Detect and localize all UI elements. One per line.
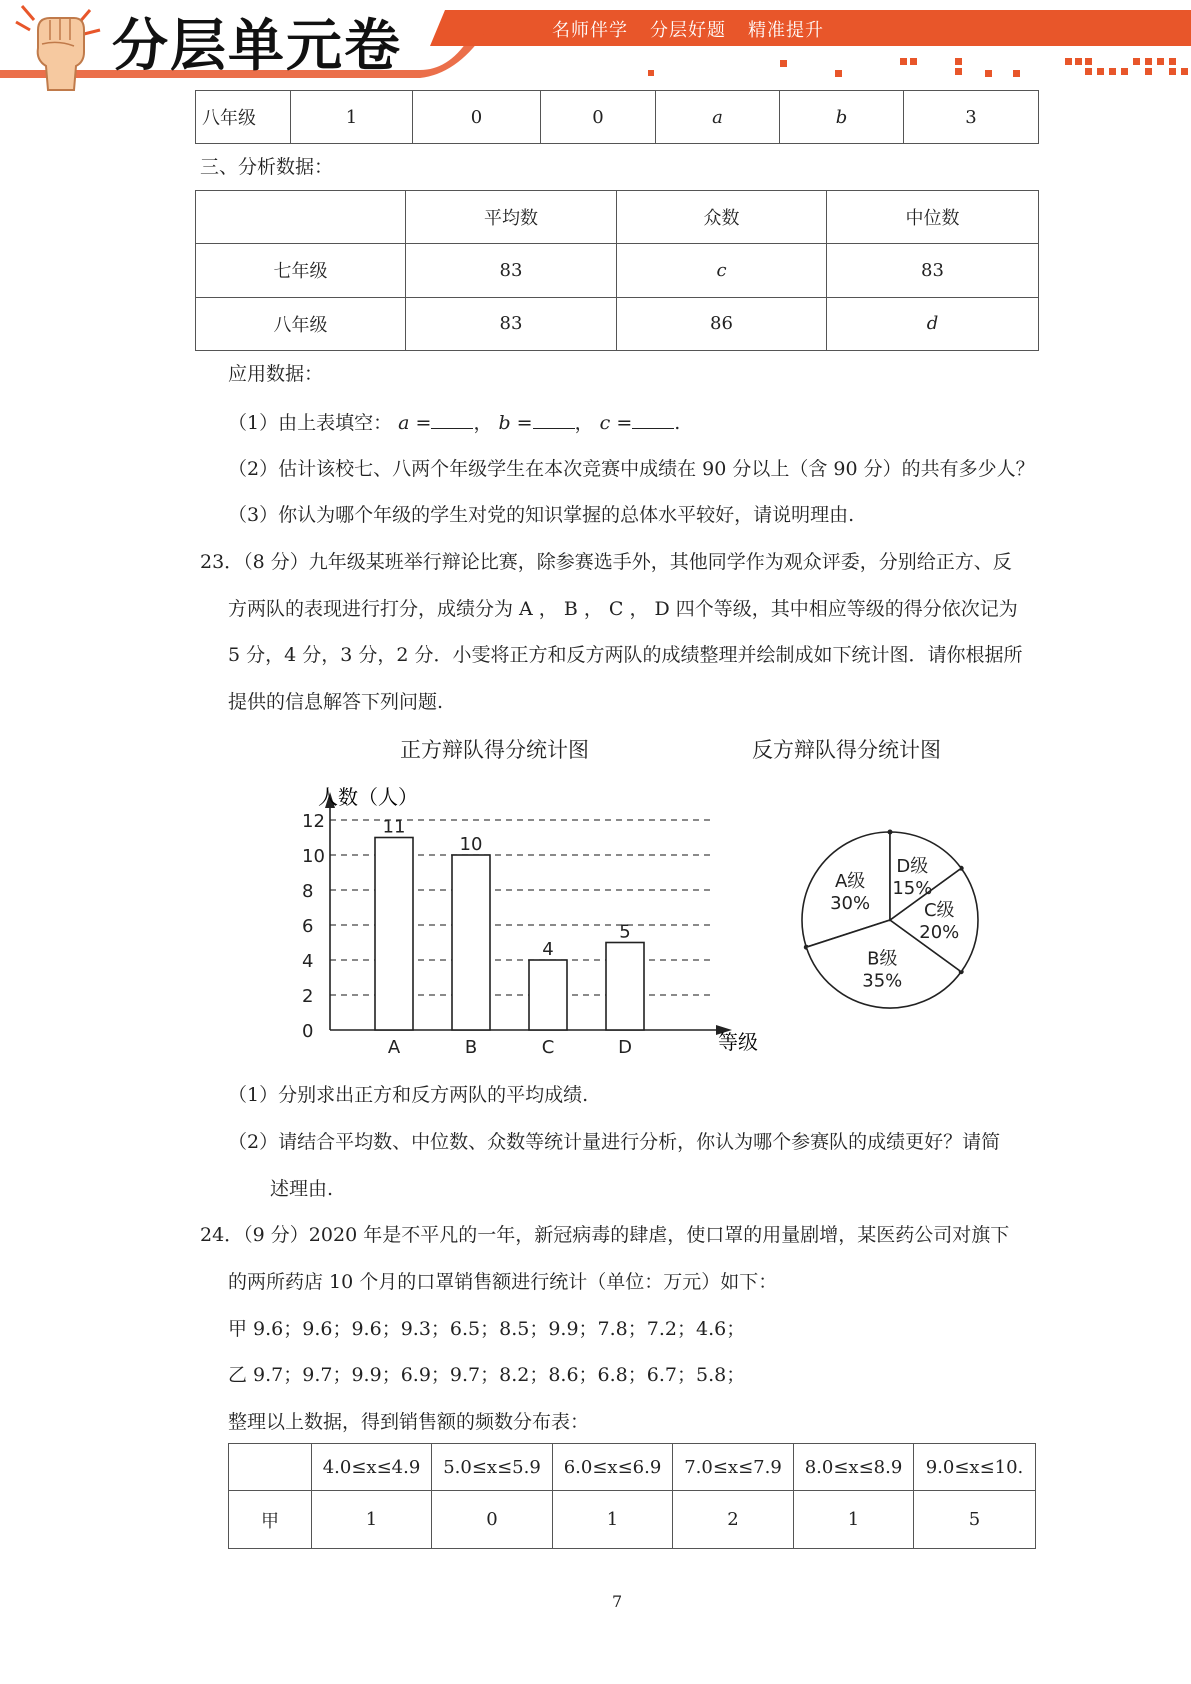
apply-q3: （3）你认为哪个年级的学生对党的知识掌握的总体水平较好，请说明理由. — [228, 504, 855, 526]
q1-b-label: b = — [498, 412, 533, 434]
pie-boundary-dot — [888, 830, 893, 835]
pie-slice-label: D级 — [896, 856, 929, 878]
pie-chart-slices — [802, 830, 978, 1009]
q23-line-1: 23．（8 分）九年级某班举行辩论比赛，除参赛选手外，其他同学作为观众评委，分别给正方、反 — [200, 551, 1012, 573]
y-tick-label: 0 — [302, 1021, 314, 1042]
bar-A — [375, 838, 413, 1031]
bar-D — [606, 943, 644, 1031]
page-header — [0, 0, 1191, 86]
q1-prefix: （1）由上表填空： — [228, 412, 393, 434]
table-row — [229, 1491, 1036, 1549]
slogan-3: 精准提升 — [748, 20, 824, 41]
table-cell: b — [780, 91, 904, 144]
section-title: 三、分析数据： — [200, 156, 334, 178]
table-cell: 1 — [794, 1491, 914, 1549]
apply-title: 应用数据： — [228, 363, 324, 385]
pie-slice-label: C级 — [923, 900, 955, 921]
table-header-cell: 8.0≤x≤8.9 — [794, 1444, 914, 1491]
q23-sub-2a: （2）请结合平均数、中位数、众数等统计量进行分析，你认为哪个参赛队的成绩更好？请简 — [228, 1131, 1001, 1153]
slogan-1: 名师伴学 — [552, 20, 628, 41]
y-tick-label: 8 — [302, 881, 314, 902]
table-header-cell: 6.0≤x≤6.9 — [553, 1444, 673, 1491]
table-row — [196, 244, 1039, 297]
bar-chart-bars — [375, 817, 644, 1059]
x-tick-label: C — [541, 1037, 555, 1058]
answer-blank-b[interactable] — [533, 410, 575, 429]
bar-data-label: 4 — [542, 939, 554, 960]
table-cell: 1 — [312, 1491, 432, 1549]
q1-c-label: c = — [599, 412, 633, 434]
x-tick-label: B — [464, 1037, 478, 1058]
table-cell: 83 — [827, 244, 1039, 297]
table-row — [196, 297, 1039, 350]
brand-title: 分层单元卷 — [112, 14, 402, 79]
table-cell: 83 — [406, 244, 617, 297]
pie-slice-percent: 30% — [830, 893, 871, 915]
pie-chart-title: 反方辩队得分统计图 — [752, 738, 941, 762]
apply-q2: （2）估计该校七、八两个年级学生在本次竞赛中成绩在 90 分以上（含 90 分）的共有多少人？ — [228, 458, 1035, 480]
q24-line-1: 24．（9 分）2020 年是不平凡的一年，新冠病毒的肆虐，使口罩的用量剧增，某医药公司对旗下 — [200, 1224, 1010, 1246]
table-cell: d — [827, 297, 1039, 350]
table-header-cell: 众数 — [617, 191, 827, 244]
table-cell: 七年级 — [196, 244, 406, 297]
table-header-cell: 9.0≤x≤10. — [914, 1444, 1036, 1491]
q24-line-2: 的两所药店 10 个月的口罩销售额进行统计（单位：万元）如下： — [228, 1271, 778, 1293]
q24-data-yi: 乙 9.7；9.7；9.9；6.9；9.7；8.2；8.6；6.8；6.7；5.8； — [228, 1364, 746, 1386]
x-axis-label: 等级 — [718, 1030, 758, 1054]
fist-logo-icon — [8, 0, 108, 92]
q23-line-4: 提供的信息解答下列问题. — [228, 691, 444, 713]
table-cell: 3 — [904, 91, 1039, 144]
bar-data-label: 10 — [459, 834, 483, 855]
bar-chart-axes — [302, 792, 732, 1042]
frequency-table-continued — [195, 90, 1039, 144]
table-header-row — [229, 1444, 1036, 1491]
bar-data-label: 11 — [382, 816, 406, 838]
page-number: 7 — [612, 1592, 623, 1611]
table-header-cell: 5.0≤x≤5.9 — [432, 1444, 553, 1491]
pie-slice-percent: 15% — [892, 878, 933, 900]
q23-line-3: 5 分，4 分，3 分，2 分．小雯将正方和反方两队的成绩整理并绘制成如下统计图．请你根据所 — [228, 644, 1023, 666]
table-header-cell: 平均数 — [406, 191, 617, 244]
y-tick-label: 12 — [302, 811, 325, 832]
q24-organize: 整理以上数据，得到销售额的频数分布表： — [228, 1411, 590, 1433]
table-cell: 0 — [413, 91, 541, 144]
bar-chart — [290, 780, 770, 1060]
bar-data-label: 5 — [619, 921, 631, 943]
analysis-table — [195, 190, 1039, 351]
table-cell: 八年级 — [196, 91, 291, 144]
table-cell: 八年级 — [196, 297, 406, 350]
table-cell: a — [656, 91, 780, 144]
header-slogan — [552, 16, 846, 42]
apply-q1: （1）由上表填空： a = ， b = ， c = . — [228, 412, 681, 434]
y-axis-label: 人数（人） — [318, 785, 418, 809]
y-tick-label: 2 — [302, 986, 314, 1007]
pie-slice-label: B级 — [867, 948, 898, 970]
table-header-row — [196, 191, 1039, 244]
pie-slice-label: A级 — [834, 871, 866, 893]
y-tick-label: 10 — [302, 846, 325, 867]
table-cell: 甲 — [229, 1491, 312, 1549]
answer-blank-a[interactable] — [431, 410, 473, 429]
table-row — [196, 91, 1039, 144]
x-tick-label: A — [387, 1037, 401, 1058]
table-cell: c — [617, 244, 827, 297]
pie-chart — [790, 820, 990, 1020]
table-cell: 5 — [914, 1491, 1036, 1549]
y-tick-label: 4 — [302, 951, 314, 972]
table-header-cell — [229, 1444, 312, 1491]
q23-sub-2b: 述理由. — [270, 1178, 334, 1200]
q24-data-jia: 甲 9.6；9.6；9.6；9.3；6.5；8.5；9.9；7.8；7.2；4.6； — [228, 1318, 746, 1340]
y-tick-label: 6 — [302, 916, 314, 937]
q1-a-label: a = — [398, 412, 432, 434]
table-cell: 2 — [673, 1491, 794, 1549]
table-header-cell: 7.0≤x≤7.9 — [673, 1444, 794, 1491]
q23-sub-1: （1）分别求出正方和反方两队的平均成绩. — [228, 1084, 589, 1106]
bar-C — [529, 960, 567, 1030]
bar-B — [452, 855, 490, 1030]
q23-line-2: 方两队的表现进行打分，成绩分为 A ， B ， C ， D 四个等级，其中相应等级的得分依次记为 — [228, 598, 1018, 620]
table-cell: 83 — [406, 297, 617, 350]
x-tick-label: D — [618, 1037, 632, 1058]
pie-slice-percent: 20% — [919, 922, 960, 943]
answer-blank-c[interactable] — [632, 410, 674, 429]
table-header-cell: 4.0≤x≤4.9 — [312, 1444, 432, 1491]
bar-chart-title: 正方辩队得分统计图 — [400, 738, 589, 762]
table-header-cell: 中位数 — [827, 191, 1039, 244]
slogan-2: 分层好题 — [650, 20, 726, 41]
table-header-cell — [196, 191, 406, 244]
sales-frequency-table — [228, 1443, 1036, 1549]
table-cell: 0 — [432, 1491, 553, 1549]
table-cell: 1 — [553, 1491, 673, 1549]
table-cell: 86 — [617, 297, 827, 350]
table-cell: 1 — [291, 91, 413, 144]
table-cell: 0 — [541, 91, 656, 144]
pie-slice-percent: 35% — [862, 970, 903, 992]
